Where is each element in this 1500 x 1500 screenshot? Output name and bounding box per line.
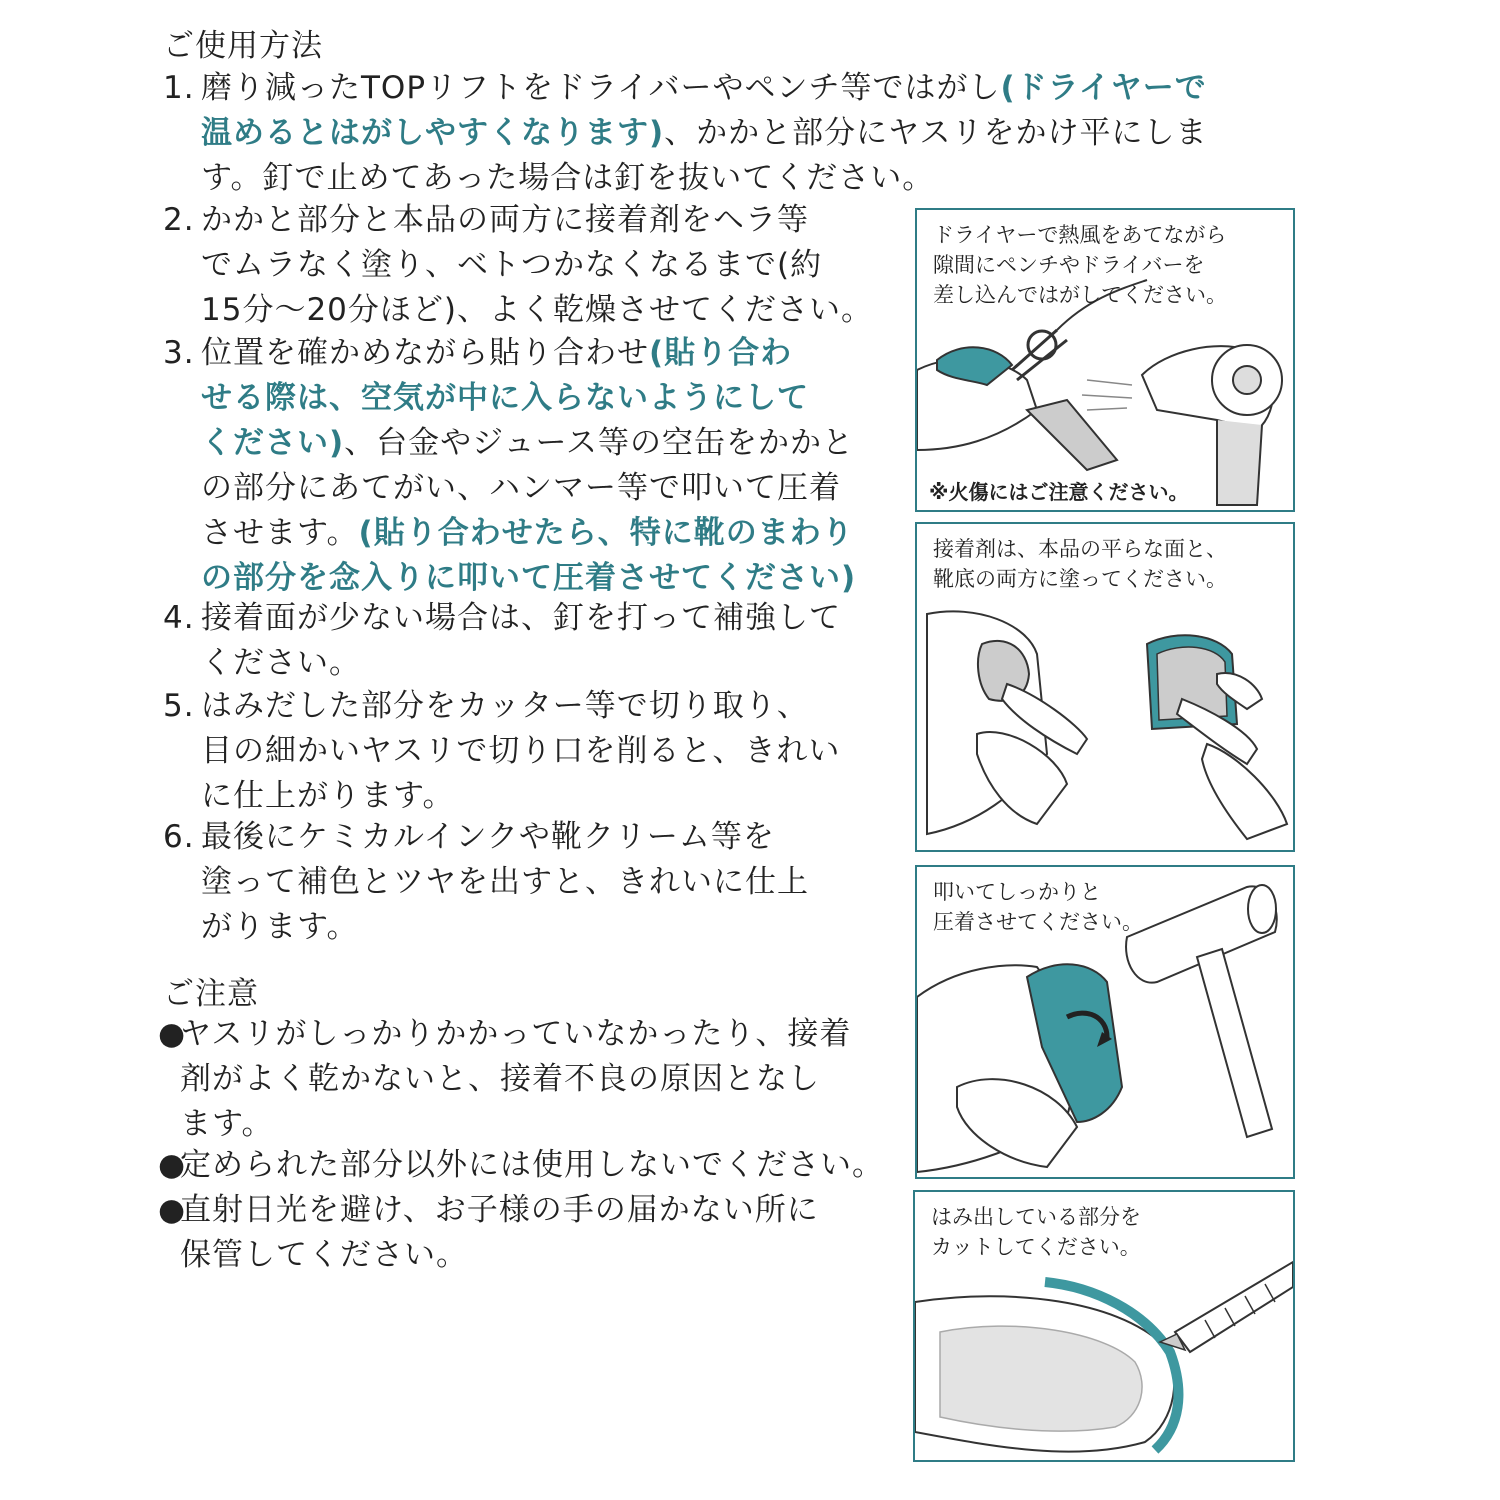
caution-item-1 [158,1012,851,1147]
illustration-panel-dryer [915,208,1295,512]
burn-warning: ※火傷にはご注意ください。 [929,476,1188,505]
usage-heading: ご使用方法 [163,28,323,64]
caution-text: 定められた部分以外には使用しないでください。 [180,1147,884,1183]
step-text: 位置を確かめながら貼り合わせ [201,335,649,371]
illustration-panel-adhesive [915,522,1295,852]
caution-text: ヤスリがしっかりかかっていなかったり、接着 [180,1016,852,1052]
step-text: 目の細かいヤスリで切り口を削ると、きれい [201,733,841,769]
step-text: に仕上がります。 [201,778,455,814]
panel-caption [931,1202,1141,1262]
bullet: ● [158,1016,187,1052]
bullet: ● [158,1192,187,1228]
step-number: 6. [163,819,195,855]
step-5 [163,684,840,819]
step-text: でムラなく塗り、ベトつかなくなるまで(約 [201,247,823,283]
caption-line: 差し込んではがしてください。 [933,283,1227,307]
caption-line: 叩いてしっかりと [933,880,1101,904]
step-4 [163,596,841,686]
step-number: 1. [163,70,195,106]
bullet: ● [158,1147,187,1183]
caption-line: はみ出している部分を [931,1205,1141,1229]
caution-item-2 [158,1143,884,1188]
step-text: 最後にケミカルインクや靴クリーム等を [201,819,775,855]
step-text: す。釘で止めてあった場合は釘を抜いてください。 [201,160,935,196]
step-note: ください) [201,425,345,461]
step-note: の部分を念入りに叩いて圧着させてください) [201,560,857,596]
illustration-panel-cutter [913,1190,1295,1462]
step-number: 3. [163,335,195,371]
step-text: させます。 [201,515,359,551]
step-3 [163,331,856,601]
step-text: 、かかと部分にヤスリをかけ平にしま [664,115,1208,151]
step-note: 温めるとはがしやすくなります) [201,115,665,151]
caution-text: 直射日光を避け、お子様の手の届かない所に [180,1192,819,1228]
caution-text: 剤がよく乾かないと、接着不良の原因となし [180,1061,820,1097]
step-number: 2. [163,202,195,238]
caution-text: 保管してください。 [180,1237,468,1273]
step-text: かかと部分と本品の両方に接着剤をヘラ等 [201,202,809,238]
caution-item-3 [158,1188,819,1278]
step-note: せる際は、空気が中に入らないようにして [201,380,809,416]
step-note: (ドライヤーで [1000,70,1207,106]
caption-line: 靴底の両方に塗ってください。 [933,567,1227,591]
step-2 [163,198,873,333]
panel-caption [933,877,1143,937]
step-note: (貼り合わ [649,335,793,371]
step-text: 、台金やジュース等の空缶をかかと [344,425,855,461]
caution-text: ます。 [180,1106,274,1142]
caption-line: 隙間にペンチやドライバーを [933,253,1205,277]
illustration-panel-hammer [915,865,1295,1179]
caption-line: ドライヤーで熱風をあてながら [933,223,1227,247]
step-text: はみだした部分をカッター等で切り取り、 [201,688,809,724]
step-note: (貼り合わせたら、特に靴のまわり [358,515,854,551]
panel-caption [933,220,1227,310]
step-number: 5. [163,688,195,724]
step-1 [163,66,1208,201]
step-6 [163,815,809,950]
step-text: 磨り減ったTOPリフトをドライバーやペンチ等ではがし [201,70,1001,106]
step-number: 4. [163,600,195,636]
caption-line: カットしてください。 [931,1235,1141,1259]
step-text: がります。 [201,909,359,945]
caption-line: 圧着させてください。 [933,910,1143,934]
step-text: ください。 [201,645,361,681]
step-text: 接着面が少ない場合は、釘を打って補強して [201,600,841,636]
step-text: の部分にあてがい、ハンマー等で叩いて圧着 [201,470,841,506]
step-text: 塗って補色とツヤを出すと、きれいに仕上 [201,864,809,900]
caption-line: 接着剤は、本品の平らな面と、 [933,537,1227,561]
panel-caption [933,534,1227,594]
step-text: 15分〜20分ほど)、よく乾燥させてください。 [201,292,873,328]
caution-heading: ご注意 [163,976,259,1012]
